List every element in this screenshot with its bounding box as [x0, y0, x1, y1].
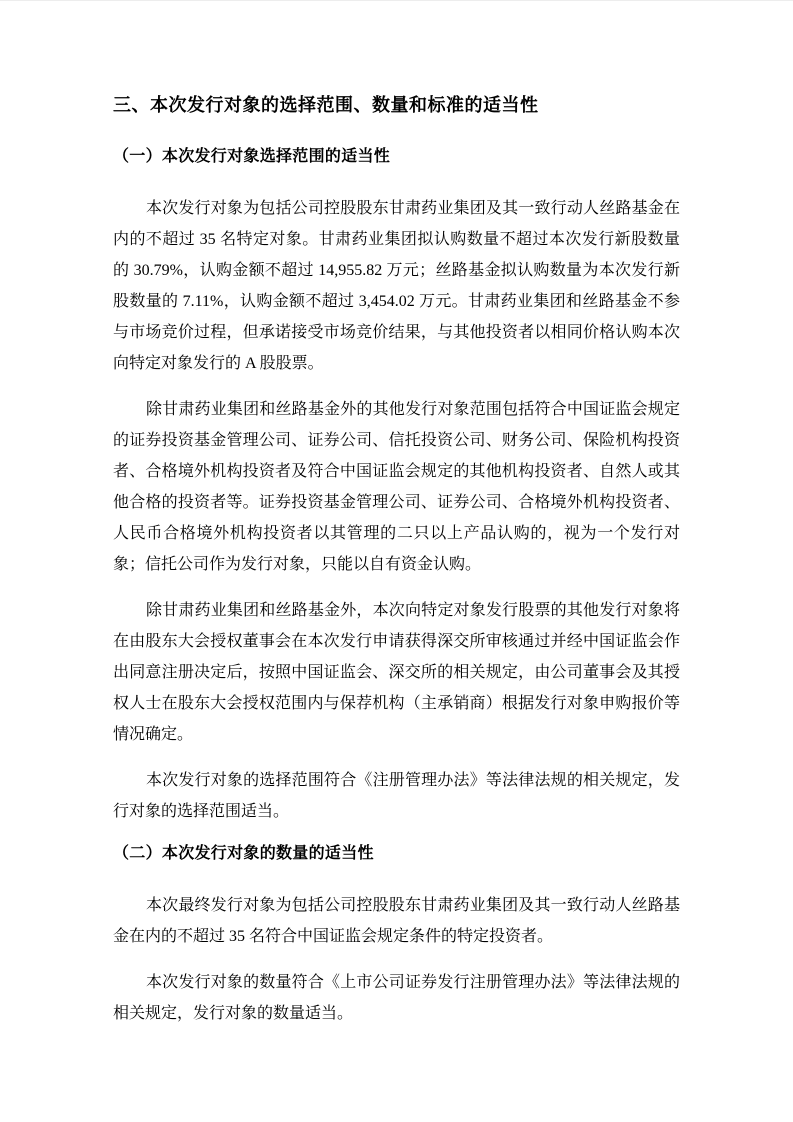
subsection-2-heading: （二）本次发行对象的数量的适当性	[113, 845, 374, 862]
paragraph-scope-conclusion: 本次发行对象的选择范围符合《注册管理办法》等法律法规的相关规定，发行对象的选择范围适当。	[113, 772, 680, 820]
subsection-selection-scope	[113, 145, 680, 827]
paragraph-final-targets: 本次最终发行对象为包括公司控股股东甘肃药业集团及其一致行动人丝路基金在内的不超过 35 名符合中国证监会规定条件的特定投资者。	[113, 897, 680, 945]
section-title: 三、本次发行对象的选择范围、数量和标准的适当性	[113, 95, 539, 115]
paragraph-other-target-scope: 除甘肃药业集团和丝路基金外的其他发行对象范围包括符合中国证监会规定的证券投资基金管理公司、证券公司、信托投资公司、财务公司、保险机构投资者、合格境外机构投资者及符合中国证监会规定的其他机构投资者、自然人或其他合格的投资者等。证券投资基金管理公司、证券公司、合格境外机构投资者、人民币合格境外机构投资者以其管理的二只以上产品认购的，视为一个发行对象；信托公司作为发行对象，只能以自有资金认购。	[113, 401, 680, 573]
subsection-target-quantity	[113, 842, 680, 1029]
paragraph-determination-process: 除甘肃药业集团和丝路基金外，本次向特定对象发行股票的其他发行对象将在由股东大会授权董事会在本次发行申请获得深交所审核通过并经中国证监会作出同意注册决定后，按照中国证监会、深交所的相关规定，由公司董事会及其授权人士在股东大会授权范围内与保荐机构（主承销商）根据发行对象申购报价等情况确定。	[113, 602, 680, 743]
subsection-1-heading: （一）本次发行对象选择范围的适当性	[113, 148, 391, 165]
paragraph-quantity-conclusion: 本次发行对象的数量符合《上市公司证券发行注册管理办法》等法律法规的相关规定，发行对象的数量适当。	[113, 974, 680, 1022]
paragraph-issue-targets-overview: 本次发行对象为包括公司控股股东甘肃药业集团及其一致行动人丝路基金在内的不超过 35 名特定对象。甘肃药业集团拟认购数量不超过本次发行新股数量的 30.79%，认购金额不超过 14,955.82 万元；丝路基金拟认购数量为本次发行新股数量的 7.11%，认购金额不超过 3,454.02 万元。甘肃药业集团和丝路基金不参与市场竞价过程，但承诺接受市场竞价结果，与其他投资者以相同价格认购本次向特定对象发行的 A 股股票。	[113, 200, 680, 372]
